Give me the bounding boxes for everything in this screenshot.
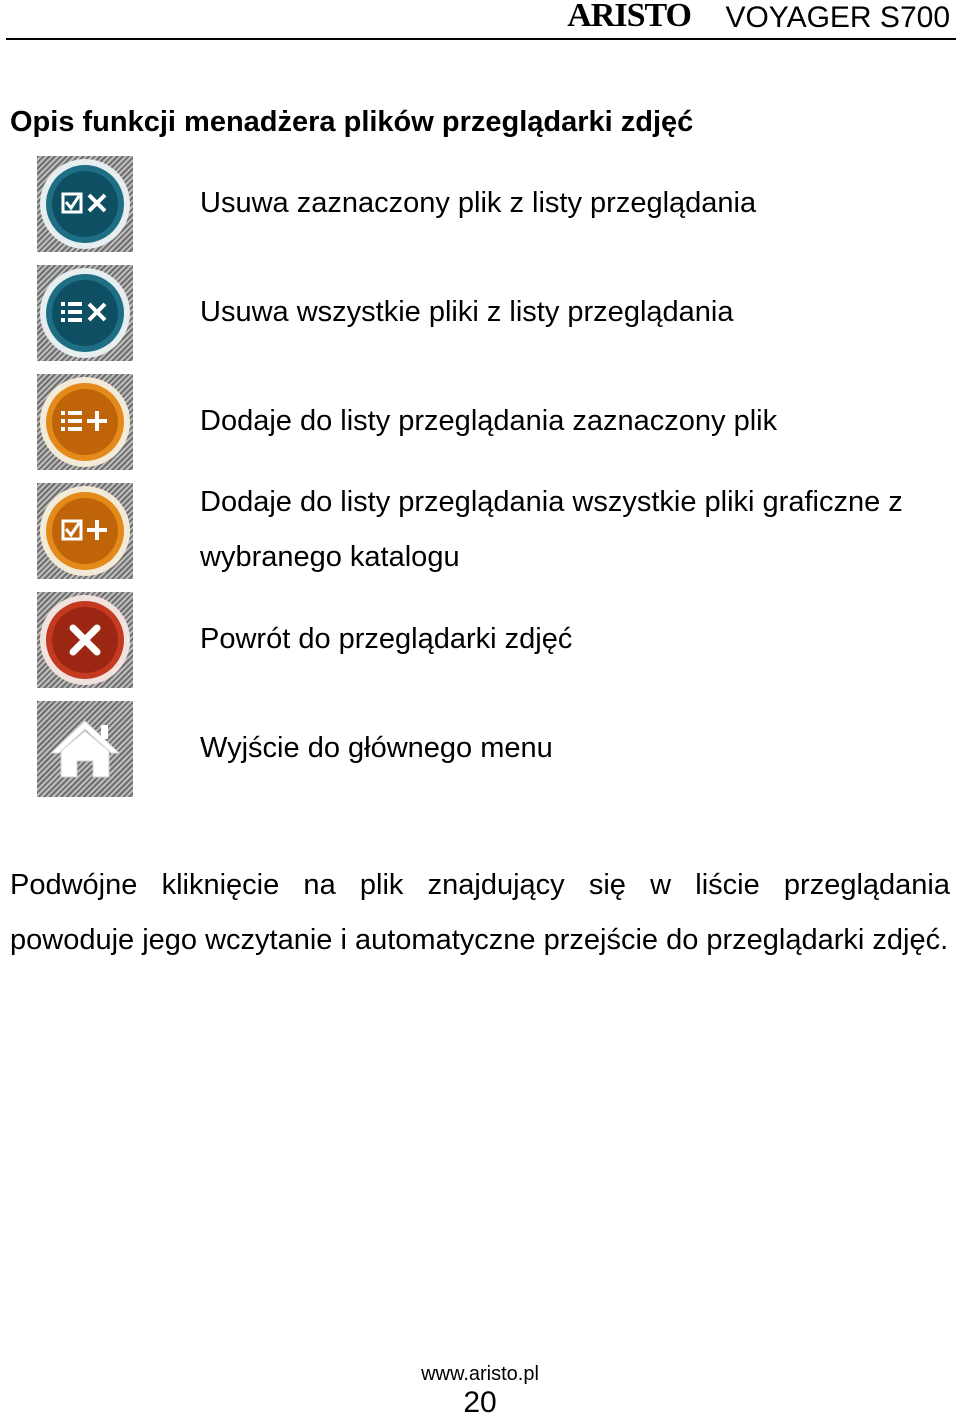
body-paragraph: Podwójne kliknięcie na plik znajdujący się w liście przeglądania powoduje jego wczytanie i automatyczne przejście do przeglądarki zdjęć.: [10, 869, 950, 956]
page-number: 20: [463, 1386, 497, 1419]
model-name: VOYAGER S700: [725, 1, 950, 34]
item-description: Wyjście do głównego menu: [200, 732, 553, 764]
item-description: Usuwa zaznaczony plik z listy przeglądania: [200, 187, 757, 219]
item-description: Dodaje do listy przeglądania zaznaczony plik: [200, 405, 778, 437]
add-selected-icon: [37, 374, 133, 470]
item-description: Usuwa wszystkie pliki z listy przeglądania: [200, 296, 734, 328]
item-description: Powrót do przeglądarki zdjęć: [200, 623, 573, 655]
brand-logo: ARISTO: [567, 0, 691, 34]
list-item: [0, 265, 960, 361]
home-icon: [37, 701, 133, 797]
remove-selected-icon: [37, 156, 133, 252]
footer-url: www.aristo.pl: [421, 1363, 539, 1385]
add-all-icon: [37, 483, 133, 579]
list-item: [0, 701, 960, 797]
list-item: [0, 483, 960, 579]
remove-all-icon: [37, 265, 133, 361]
list-item: [0, 592, 960, 688]
item-description: Dodaje do listy przeglądania wszystkie pliki graficzne z wybranego katalogu: [200, 486, 903, 573]
section-title: Opis funkcji menadżera plików przeglądarki zdjęć: [10, 106, 694, 138]
close-icon: [37, 592, 133, 688]
list-item: [0, 156, 960, 252]
page-header: [6, 0, 956, 40]
list-item: [0, 374, 960, 470]
